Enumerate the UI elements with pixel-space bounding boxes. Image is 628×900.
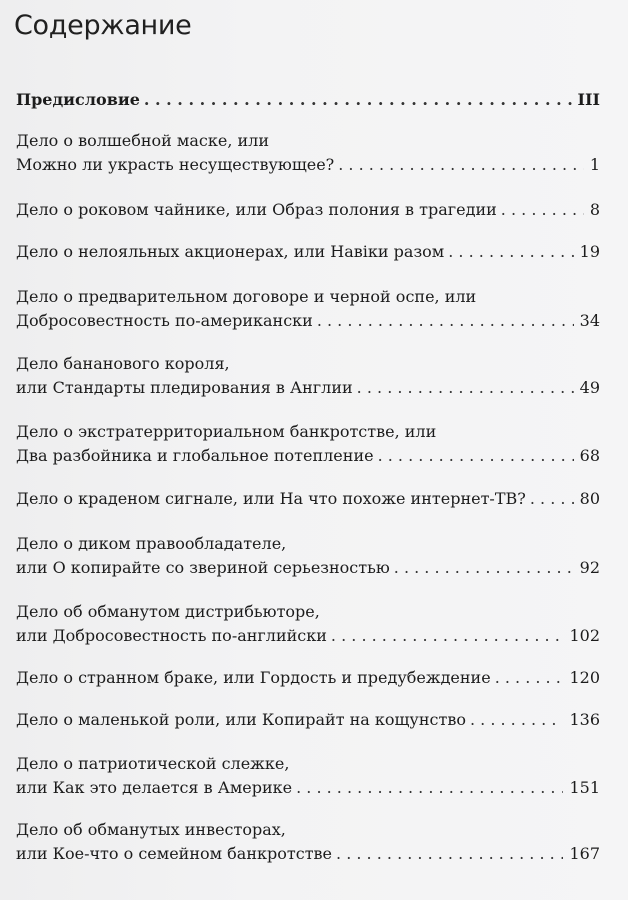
dot-leader (331, 624, 564, 648)
toc-entry-title: или О копирайте со звериной серьезностью (16, 558, 390, 577)
toc-entry-row (16, 487, 600, 511)
toc-entry (16, 752, 600, 800)
dot-leader (338, 153, 584, 177)
toc-entry-row (16, 198, 600, 222)
toc-entry (16, 129, 600, 177)
toc-page-number: III (577, 90, 600, 109)
toc-entry-title: или Стандарты пледирования в Англии (16, 378, 353, 397)
toc-entry (16, 532, 600, 580)
toc-entry-title: или Как это делается в Америке (16, 778, 293, 797)
toc-entry-title-line: Дело об обманутых инвесторах, (16, 820, 286, 839)
toc-entry-row (16, 666, 600, 690)
toc-entry (16, 88, 600, 112)
page-title: Содержание (14, 10, 192, 41)
toc-entry (16, 285, 600, 333)
dot-leader (296, 776, 563, 800)
toc-page-number: 1 (589, 155, 600, 174)
toc-entry-title: или Добросовестность по-английски (16, 626, 327, 645)
toc-page-number: 167 (569, 844, 600, 863)
toc-entry-row (16, 309, 600, 333)
toc-page-number: 80 (579, 489, 600, 508)
toc-entry-title-line: Дело о предварительном договоре и черной оспе, или (16, 287, 477, 306)
toc-entry-title-line: Дело о волшебной маске, или (16, 131, 269, 150)
toc-entry-title-line: Дело о диком правообладателе, (16, 534, 287, 553)
dot-leader (357, 376, 574, 400)
toc-entry-row (16, 88, 600, 112)
toc-entry-title: или Кое-что о семейном банкротстве (16, 844, 333, 863)
toc-entry-title-line: Дело о экстратерриториальном банкротстве, или (16, 422, 437, 441)
toc-entry-title: Добросовестность по-американски (16, 311, 313, 330)
toc-entry-title-line: Дело бананового короля, (16, 354, 230, 373)
toc-page-number: 136 (569, 710, 600, 729)
dot-leader (378, 444, 574, 468)
toc-entry (16, 198, 600, 222)
toc-entry-title: Дело о роковом чайнике, или Образ полония в трагедии (16, 200, 497, 219)
toc-entry-row (16, 776, 600, 800)
toc-entry (16, 487, 600, 511)
toc-entry-title: Дело о нелояльных акционерах, или Навiки разом (16, 242, 445, 261)
toc-entry-row (16, 624, 600, 648)
dot-leader (530, 487, 574, 511)
toc-entry-title: Дело о краденом сигнале, или На что похоже интернет-ТВ? (16, 489, 526, 508)
dot-leader (501, 198, 584, 222)
toc-page-number: 92 (579, 558, 600, 577)
toc-entry (16, 708, 600, 732)
toc-entry-row (16, 708, 600, 732)
toc-entry-title: Можно ли украсть несуществующее? (16, 155, 335, 174)
toc-page-number: 49 (579, 378, 600, 397)
toc-entry-row (16, 842, 600, 866)
dot-leader (448, 240, 573, 264)
toc-page-number: 151 (569, 778, 600, 797)
toc-entry-title: Дело о странном браке, или Гордость и предубеждение (16, 668, 491, 687)
toc-entry (16, 600, 600, 648)
toc-entry-title-line: Дело об обманутом дистрибьюторе, (16, 602, 320, 621)
dot-leader (144, 88, 572, 112)
dot-leader (317, 309, 574, 333)
toc-page-number: 68 (579, 446, 600, 465)
dot-leader (394, 556, 574, 580)
toc-entry-row (16, 240, 600, 264)
toc-entry (16, 818, 600, 866)
toc-page-number: 102 (569, 626, 600, 645)
toc-entry-row (16, 556, 600, 580)
toc-entry-title: Дело о маленькой роли, или Копирайт на кощунство (16, 710, 466, 729)
dot-leader (495, 666, 564, 690)
toc-entry (16, 666, 600, 690)
toc-page-number: 120 (569, 668, 600, 687)
toc-entry-row (16, 153, 600, 177)
dot-leader (336, 842, 563, 866)
toc-entry-title: Два разбойника и глобальное потепление (16, 446, 374, 465)
toc-entry-row (16, 376, 600, 400)
toc-page-number: 8 (589, 200, 600, 219)
toc-entry-title: Предисловие (16, 90, 140, 109)
toc-entry (16, 352, 600, 400)
dot-leader (470, 708, 563, 732)
toc-entry (16, 240, 600, 264)
toc-entry (16, 420, 600, 468)
toc-entry-row (16, 444, 600, 468)
toc-entry-title-line: Дело о патриотической слежке, (16, 754, 290, 773)
toc-page-number: 19 (579, 242, 600, 261)
toc-page-number: 34 (579, 311, 600, 330)
